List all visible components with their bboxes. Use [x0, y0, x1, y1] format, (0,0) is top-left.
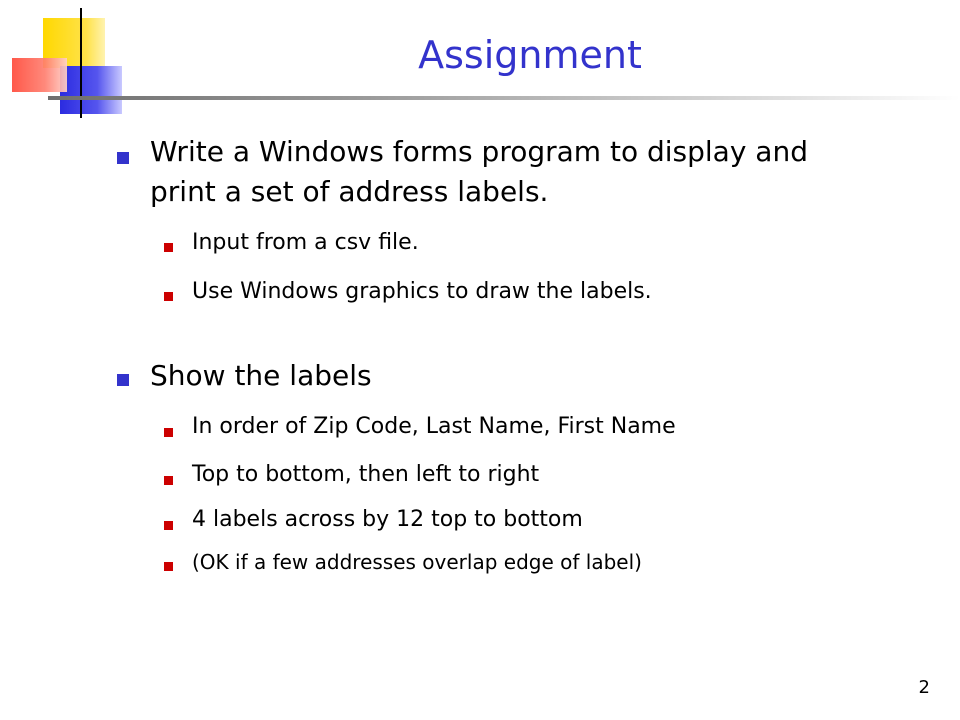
sub-bullet-text: Top to bottom, then left to right [192, 462, 540, 487]
bullet-marker [117, 374, 129, 386]
sub-bullet-marker [164, 428, 173, 437]
page-number: 2 [918, 677, 930, 698]
slide-title: Assignment [418, 33, 642, 77]
title-underline [48, 96, 960, 100]
bullet-marker [117, 152, 129, 164]
sub-bullet-text: In order of Zip Code, Last Name, First Name [192, 414, 676, 439]
sub-bullet-marker [164, 562, 173, 571]
sub-bullet-text: Input from a csv file. [192, 230, 419, 255]
bullet-text: Write a Windows forms program to display and print a set of address labels. [150, 135, 808, 208]
sub-bullet-marker [164, 521, 173, 530]
sub-bullet-marker [164, 292, 173, 301]
bullet-text: Show the labels [150, 359, 372, 392]
sub-bullet-text: 4 labels across by 12 top to bottom [192, 507, 583, 532]
sub-bullet-text: Use Windows graphics to draw the labels. [192, 279, 652, 304]
sub-bullet-text: (OK if a few addresses overlap edge of label) [192, 550, 642, 574]
sub-bullet-marker [164, 476, 173, 485]
sub-bullet-marker [164, 243, 173, 252]
